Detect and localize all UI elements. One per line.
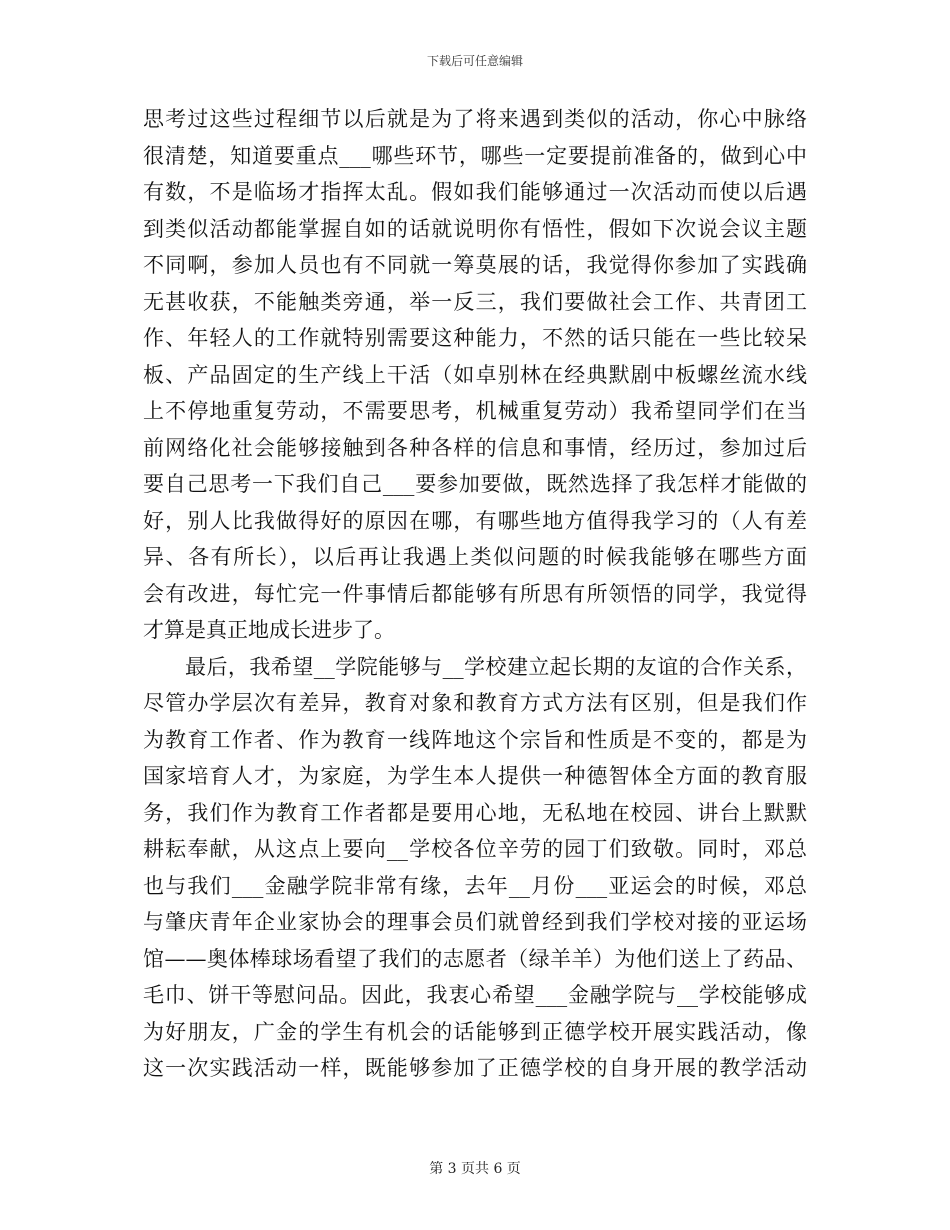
text-line: 无甚收获，不能触类旁通，举一反三，我们要做社会工作、共青团工	[143, 289, 807, 314]
text-line: 作、年轻人的工作就特别需要这种能力，不然的话只能在一些比较呆	[143, 326, 807, 350]
text-line: 好，别人比我做得好的原因在哪，有哪些地方值得我学习的（人有差	[143, 508, 807, 533]
paragraph-1	[143, 101, 807, 649]
text-line: 异、各有所长），以后再让我遇上类似问题的时候我能够在哪些方面	[143, 545, 807, 569]
text-line: 毛巾、饼干等慰问品。因此，我衷心希望___金融学院与__学校能够成	[143, 983, 807, 1007]
page-number: 第 3 页共 6 页	[429, 1161, 521, 1177]
text-line: 尽管办学层次有差异，教育对象和教育方式方法有区别，但是我们作	[143, 691, 807, 715]
header-note: 下载后可任意编辑	[426, 54, 523, 68]
text-line: 这一次实践活动一样，既能够参加了正德学校的自身开展的教学活动	[143, 1056, 807, 1080]
text-line: 务，我们作为教育工作者都是要用心地，无私地在校园、讲台上默默	[143, 800, 807, 825]
text-line: 思考过这些过程细节以后就是为了将来遇到类似的活动，你心中脉络	[143, 107, 807, 131]
text-line: 国家培育人才，为家庭，为学生本人提供一种德智体全方面的教育服	[143, 764, 807, 788]
text-line: 耕耘奉献，从这点上要向__学校各位辛劳的园丁们致敬。同时，邓总	[143, 837, 807, 861]
text-line: 到类似活动都能掌握自如的话就说明你有悟性，假如下次说会议主题	[143, 216, 807, 241]
text-line: 为教育工作者、作为教育一线阵地这个宗旨和性质是不变的，都是为	[143, 727, 807, 752]
text-line: 才算是真正地成长进步了。	[143, 618, 395, 642]
text-line: 有数，不是临场才指挥太乱。假如我们能够通过一次活动而使以后遇	[143, 180, 807, 204]
text-line: 要自己思考一下我们自己___要参加要做，既然选择了我怎样才能做的	[143, 472, 807, 496]
text-line: 很清楚，知道要重点___哪些环节，哪些一定要提前准备的，做到心中	[143, 143, 807, 168]
paragraph-2	[143, 649, 807, 1087]
text-line: 板、产品固定的生产线上干活（如卓别林在经典默剧中板螺丝流水线	[143, 362, 807, 387]
text-line: 最后，我希望__学院能够与__学校建立起长期的友谊的合作关系，	[185, 654, 807, 679]
text-line: 为好朋友，广金的学生有机会的话能够到正德学校开展实践活动，像	[143, 1019, 807, 1044]
text-line: 前网络化社会能够接触到各种各样的信息和事情，经历过，参加过后	[143, 435, 807, 460]
text-line: 不同啊，参加人员也有不同就一筹莫展的话，我觉得你参加了实践确	[143, 253, 807, 277]
text-line: 会有改进，每忙完一件事情后都能够有所思有所领悟的同学，我觉得	[143, 581, 807, 606]
text-line: 上不停地重复劳动，不需要思考，机械重复劳动）我希望同学们在当	[143, 399, 807, 423]
text-line: 馆——奥体棒球场看望了我们的志愿者（绿羊羊）为他们送上了药品、	[143, 946, 807, 971]
document-body	[143, 101, 807, 1087]
text-line: 也与我们___金融学院非常有缘，去年__月份___亚运会的时候，邓总	[143, 873, 807, 898]
text-line: 与肇庆青年企业家协会的理事会员们就曾经到我们学校对接的亚运场	[143, 910, 807, 934]
